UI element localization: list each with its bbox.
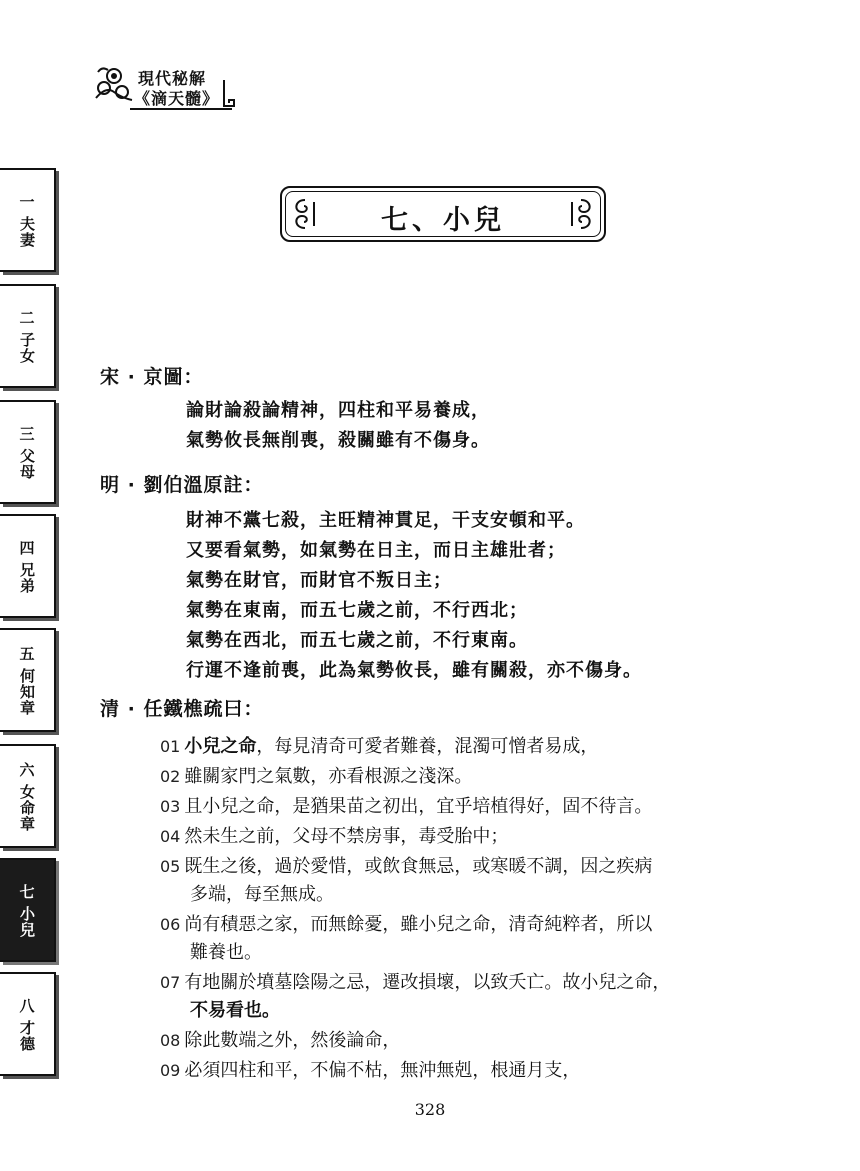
tab-label: 女命章: [18, 784, 36, 832]
tab-number: 五: [19, 645, 35, 663]
tab-label: 父母: [18, 448, 36, 480]
tab-number: 四: [19, 539, 35, 557]
note-number: 08: [160, 1031, 181, 1050]
tab-label: 才德: [18, 1020, 36, 1052]
numbered-note: [160, 732, 598, 758]
note-text: 除此數端之外，然後論命，: [184, 1030, 401, 1051]
note-number: 04: [160, 827, 181, 846]
note-number: 02: [160, 767, 181, 786]
numbered-note: [160, 792, 652, 818]
scroll-ornament-icon: [566, 196, 596, 232]
tab-chapter-6[interactable]: [0, 744, 56, 848]
running-header: [92, 62, 242, 112]
note-number: 09: [160, 1061, 181, 1080]
tab-number: 八: [19, 997, 35, 1015]
tab-chapter-4[interactable]: [0, 514, 56, 618]
note-emphasis: 小兒之命: [184, 736, 257, 757]
numbered-note: [160, 762, 472, 788]
note-number: 06: [160, 915, 181, 934]
note-continuation: 多端，每至無成。: [190, 884, 334, 905]
chapter-title: 七、小兒: [381, 205, 505, 236]
book-series-title: 現代秘解: [138, 69, 207, 88]
tab-chapter-2[interactable]: [0, 284, 56, 388]
note-text: 有地關於墳墓陰陽之忌，遷改損壞，以致夭亡。故小兒之命，: [184, 972, 671, 993]
note-text: 雖關家門之氣數，亦看根源之淺深。: [184, 766, 473, 787]
note-text: 尚有積惡之家，而無餘憂，雖小兒之命，清奇純粹者，所以: [184, 914, 653, 935]
commentary-line: 氣勢在東南，而五七歲之前，不行西北；: [186, 600, 528, 621]
header-rule: [130, 108, 232, 110]
verse-line: 論財論殺論精神，四柱和平易養成，: [186, 400, 490, 421]
numbered-note: [160, 1026, 400, 1052]
tab-label: 兄弟: [18, 562, 36, 594]
numbered-note: [160, 852, 652, 878]
tab-number: 二: [19, 309, 35, 327]
tab-label: 夫妻: [18, 216, 36, 248]
tab-label: 小兒: [18, 906, 36, 938]
book-title: 《滴天髓》: [134, 89, 220, 108]
note-text: 且小兒之命，是猶果苗之初出，宜乎培植得好，固不待言。: [184, 796, 653, 817]
note-text: 必須四柱和平，不偏不枯，無沖無剋，根通月支，: [184, 1060, 581, 1081]
tab-number: 六: [19, 761, 35, 779]
section-heading-song: 宋 · 京圖：: [100, 366, 204, 388]
tab-chapter-1[interactable]: [0, 168, 56, 272]
numbered-note: [160, 968, 670, 994]
tab-number: 一: [19, 193, 35, 211]
note-text: 既生之後，過於愛惜，或飲食無忌，或寒暖不調，因之疾病: [184, 856, 653, 877]
note-number: 01: [160, 737, 181, 756]
scroll-ornament-icon: [290, 196, 320, 232]
tab-chapter-3[interactable]: [0, 400, 56, 504]
corner-ornament-icon: [222, 80, 236, 110]
verse-line: 氣勢攸長無削喪，殺關雖有不傷身。: [186, 430, 490, 451]
section-heading-ming: 明 · 劉伯溫原註：: [100, 474, 264, 496]
tab-number: 三: [19, 425, 35, 443]
chapter-title-frame: [280, 186, 606, 242]
tab-chapter-5[interactable]: [0, 628, 56, 732]
note-continuation: 難養也。: [190, 942, 262, 963]
tab-chapter-8[interactable]: [0, 972, 56, 1076]
note-number: 03: [160, 797, 181, 816]
note-number: 05: [160, 857, 181, 876]
commentary-line: 又要看氣勢，如氣勢在日主，而日主雄壯者；: [186, 540, 566, 561]
tab-chapter-7-active[interactable]: [0, 858, 56, 962]
page-number: 328: [414, 1100, 446, 1119]
tab-label: 何知章: [18, 668, 36, 716]
commentary-line: 財神不黨七殺，主旺精神貫足，干支安頓和平。: [186, 510, 585, 531]
section-heading-qing: 清 · 任鐵樵疏曰：: [100, 698, 264, 720]
tab-number: 七: [19, 883, 35, 901]
note-text: ，每見清奇可愛者難養，混濁可憎者易成，: [256, 736, 599, 757]
numbered-note: [160, 1056, 580, 1082]
numbered-note: [160, 910, 652, 936]
numbered-note: [160, 822, 508, 848]
commentary-line: 氣勢在西北，而五七歲之前，不行東南。: [186, 630, 528, 651]
note-text: 然未生之前，父母不禁房事，毒受胎中；: [184, 826, 509, 847]
commentary-line: 氣勢在財官，而財官不叛日主；: [186, 570, 452, 591]
note-continuation: 不易看也。: [190, 1000, 280, 1021]
tab-label: 子女: [18, 332, 36, 364]
commentary-line: 行運不逢前喪，此為氣勢攸長，雖有關殺，亦不傷身。: [186, 660, 642, 681]
flower-ornament-icon: [92, 62, 136, 106]
note-number: 07: [160, 973, 181, 992]
